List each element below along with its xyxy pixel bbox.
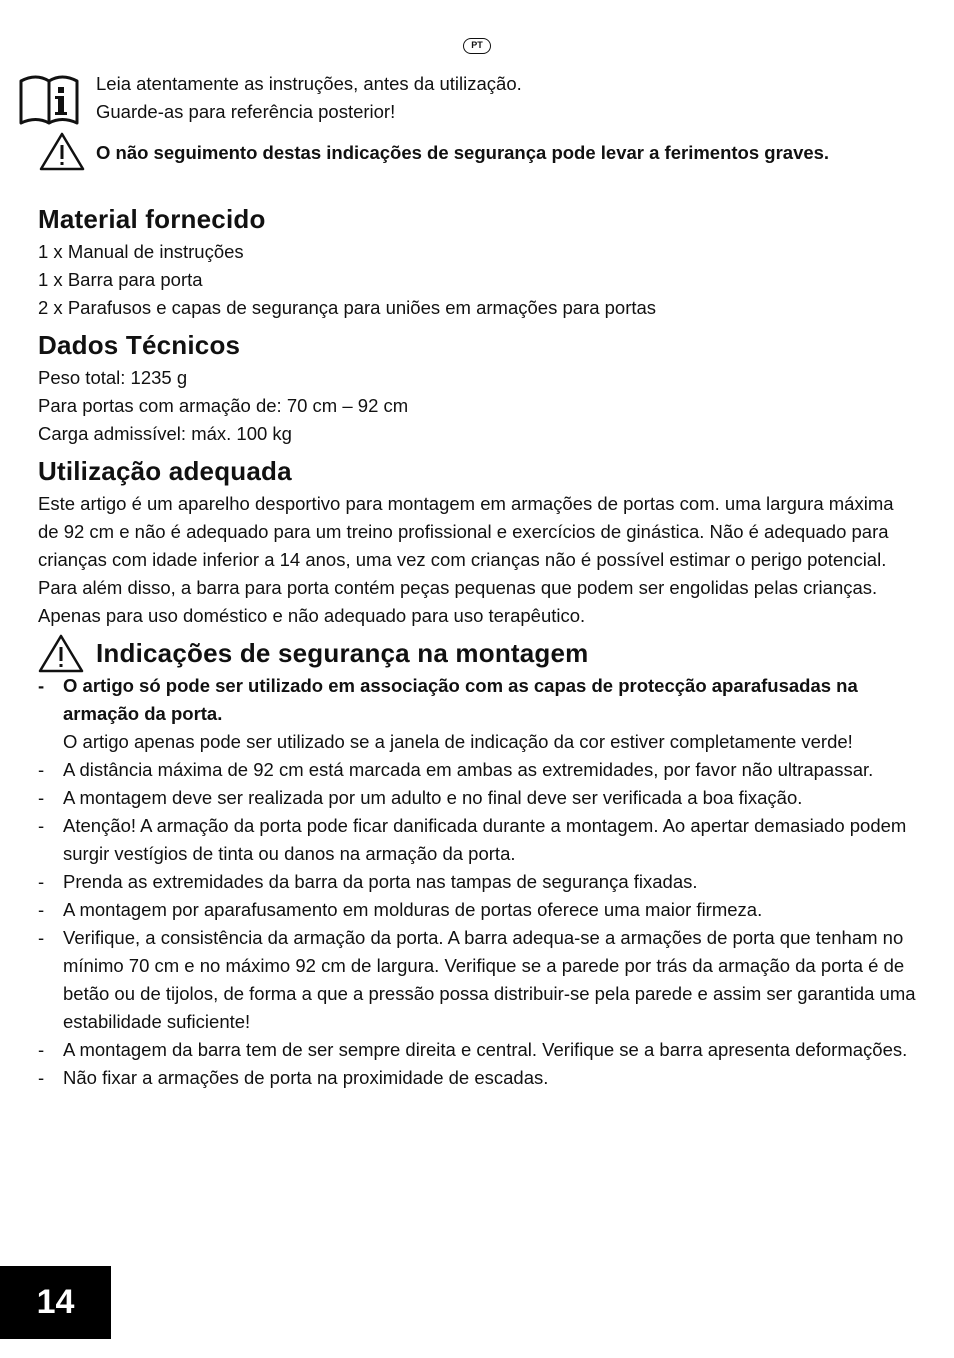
list-item [38, 1036, 918, 1064]
list-dash: - [38, 675, 45, 696]
list-item [38, 868, 918, 896]
safety-item-text: A distância máxima de 92 cm está marcada em ambas as extremidades, por favor não ultrapassar. [63, 759, 874, 780]
warning-triangle-icon [39, 131, 85, 171]
list-item [38, 672, 918, 756]
technical-heading: Dados Técnicos [38, 330, 241, 360]
usage-heading: Utilização adequada [38, 456, 292, 486]
safety-item-text: Verifique, a consistência da armação da porta. A barra adequa-se a armações de porta que tenham no mínimo 70 cm e no máximo 92 cm de largura. Verifique se a parede por trás da armação da porta é de betão ou de tijolos, de forma a que a pressão possa distribuir-se pela parede e assim ser garantida uma estabilidade suficiente! [63, 927, 916, 1032]
safety-heading: Indicações de segurança na montagem [96, 638, 589, 668]
safety-item-text: O artigo apenas pode ser utilizado se a janela de indicação da cor estiver completamente verde! [63, 731, 853, 752]
page-number: 14 [0, 1266, 111, 1339]
list-item [38, 1064, 918, 1092]
material-item: 1 x Manual de instruções [38, 241, 244, 262]
list-dash: - [38, 871, 45, 892]
usage-paragraph: Este artigo é um aparelho desportivo para montagem em armações de portas com. uma largura máxima de 92 cm e não é adequado para um treino profissional e exercícios de ginástica. Não é adequado para crianças com idade inferior a 14 anos, uma vez com crianças não é possível estimar o perigo potencial. Para além disso, a barra para porta contém peças pequenas que podem ser engolidas pelas crianças. Apenas para uso doméstico e não adequado para uso terapêutico. [38, 493, 894, 626]
manual-info-icon [18, 72, 80, 126]
list-dash: - [38, 815, 45, 836]
material-item: 2 x Parafusos e capas de segurança para uniões em armações para portas [38, 297, 657, 318]
intro-text [96, 70, 522, 126]
intro-line-1: Leia atentamente as instruções, antes da utilização. [96, 73, 522, 94]
technical-item: Carga admissível: máx. 100 kg [38, 423, 292, 444]
list-item [38, 812, 918, 868]
list-dash: - [38, 1067, 45, 1088]
list-item [38, 756, 918, 784]
material-item: 1 x Barra para porta [38, 269, 203, 290]
safety-warning-text: O não seguimento destas indicações de segurança pode levar a ferimentos graves. [96, 142, 830, 163]
list-dash: - [38, 927, 45, 948]
safety-item-text: Atenção! A armação da porta pode ficar danificada durante a montagem. Ao apertar demasiado podem surgir vestígios de tinta ou danos na armação da porta. [63, 815, 907, 864]
usage-section [38, 452, 918, 630]
warning-triangle-icon [38, 633, 84, 673]
intro-line-2: Guarde-as para referência posterior! [96, 101, 396, 122]
safety-item-text: A montagem deve ser realizada por um adulto e no final deve ser verificada a boa fixação. [63, 787, 803, 808]
technical-item: Peso total: 1235 g [38, 367, 188, 388]
list-dash: - [38, 1039, 45, 1060]
safety-item-text: A montagem por aparafusamento em molduras de portas oferece uma maior firmeza. [63, 899, 763, 920]
safety-bold-lead: O artigo só pode ser utilizado em associação com as capas de protecção aparafusadas na armação da porta. [63, 675, 858, 724]
list-item [38, 924, 918, 1036]
material-heading: Material fornecido [38, 204, 266, 234]
list-item [38, 784, 918, 812]
safety-item-text: Prenda as extremidades da barra da porta nas tampas de segurança fixadas. [63, 871, 698, 892]
technical-section [38, 326, 918, 448]
safety-item-text: A montagem da barra tem de ser sempre direita e central. Verifique se a barra apresenta deformações. [63, 1039, 908, 1060]
list-dash: - [38, 899, 45, 920]
list-dash: - [38, 759, 45, 780]
list-item [38, 896, 918, 924]
safety-section [38, 634, 918, 1092]
page-content [38, 200, 918, 1094]
material-section [38, 200, 918, 322]
technical-item: Para portas com armação de: 70 cm – 92 cm [38, 395, 409, 416]
safety-item-text: Não fixar a armações de porta na proximidade de escadas. [63, 1067, 549, 1088]
list-dash: - [38, 787, 45, 808]
language-badge: PT [463, 38, 491, 54]
safety-list [38, 672, 918, 1092]
